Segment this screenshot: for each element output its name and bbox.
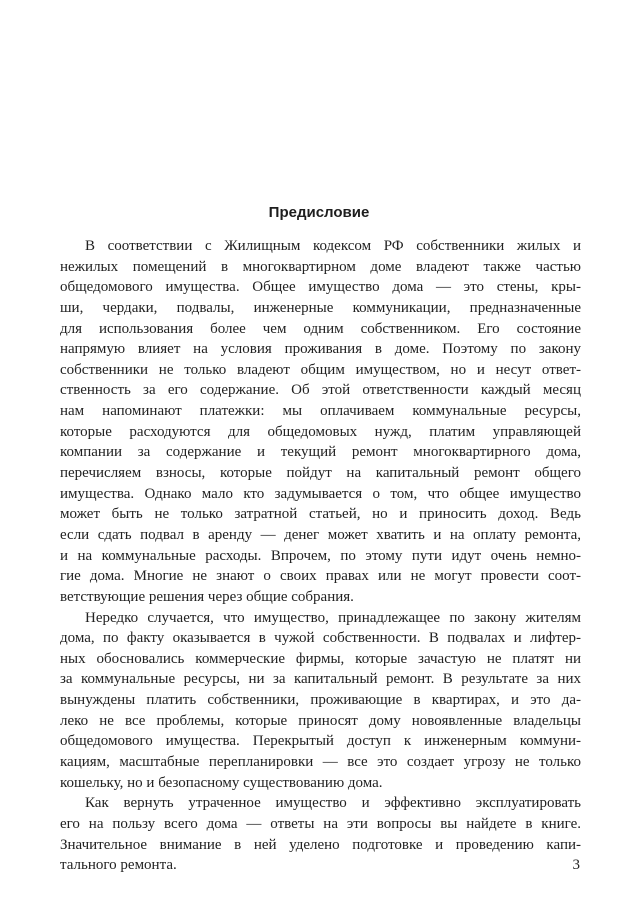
text-line: нежилых помещений в многоквартирном доме владеют также частью — [60, 258, 581, 275]
text-line: ши, чердаки, подвалы, инженерные коммуникации, предназначенные — [60, 299, 581, 316]
text-line: Как вернуть утраченное имущество и эффективно эксплуатировать — [85, 795, 581, 812]
text-line: тального ремонта. — [60, 857, 177, 874]
text-line: собственники не только владеют общим имуществом, но и несут ответ- — [60, 361, 581, 378]
text-line: дома, по факту оказывается в чужой собственности. В подвалах и лифтер- — [60, 630, 581, 647]
body-text — [60, 236, 581, 876]
page-number: 3 — [572, 857, 580, 873]
text-line: которые расходуются для общедомовых нужд, платим управляющей — [60, 423, 581, 440]
page-title: Предисловие — [268, 204, 370, 221]
text-line: кациям, масштабные перепланировки — все это создает угрозу не только — [60, 754, 581, 771]
text-line: компании за содержание и текущий ремонт многоквартирного дома, — [60, 444, 581, 461]
text-line: нам напоминают платежки: мы оплачиваем коммунальные ресурсы, — [60, 403, 581, 420]
text-line: может быть не только затратной статьей, но и приносить доход. Ведь — [60, 506, 581, 523]
text-line: ственность за его содержание. Об этой ответственности каждый месяц — [60, 382, 581, 399]
text-line: напрямую влияет на условия проживания в доме. Поэтому по закону — [60, 341, 581, 358]
text-line: и на коммунальные расходы. Впрочем, по этому пути идут очень немно- — [60, 547, 581, 564]
text-line: кошельку, но и безопасному существованию дома. — [60, 774, 383, 791]
text-line: для использования более чем одним собственником. Его состояние — [60, 320, 581, 337]
text-line: если сдать подвал в аренду — денег может хватить и на оплату ремонта, — [60, 526, 581, 543]
text-line: общедомового имущества. Перекрытый доступ к инженерным коммуни- — [60, 733, 581, 750]
text-line: ветствующие решения через общие собрания. — [60, 588, 354, 605]
text-line: Нередко случается, что имущество, принадлежащее по закону жителям — [85, 609, 581, 626]
text-line: ных обосновались коммерческие фирмы, которые зачастую не платят ни — [60, 650, 581, 667]
text-line: за коммунальные ресурсы, ни за капитальный ремонт. В результате за них — [60, 671, 581, 688]
text-line: общедомового имущества. Общее имущество дома — это стены, кры- — [60, 279, 581, 296]
text-line: гие дома. Многие не знают о своих правах или не могут провести соот- — [60, 568, 581, 585]
paragraph-2 — [60, 608, 581, 794]
text-line: леко не все проблемы, которые приносят дому новоявленные владельцы — [60, 712, 581, 729]
text-line: имущества. Однако мало кто задумывается о том, что общее имущество — [60, 485, 581, 502]
text-line: перечисляем взносы, которые пойдут на капитальный ремонт общего — [60, 465, 581, 482]
text-line: Значительное внимание в ней уделено подготовке и проведению капи- — [60, 836, 581, 853]
paragraph-1 — [60, 236, 581, 608]
text-line: его на пользу всего дома — ответы на эти вопросы вы найдете в книге. — [60, 815, 581, 832]
text-line: вынуждены платить собственники, проживающие в квартирах, и это да- — [60, 692, 581, 709]
text-line: В соответствии с Жилищным кодексом РФ собственники жилых и — [85, 238, 581, 254]
